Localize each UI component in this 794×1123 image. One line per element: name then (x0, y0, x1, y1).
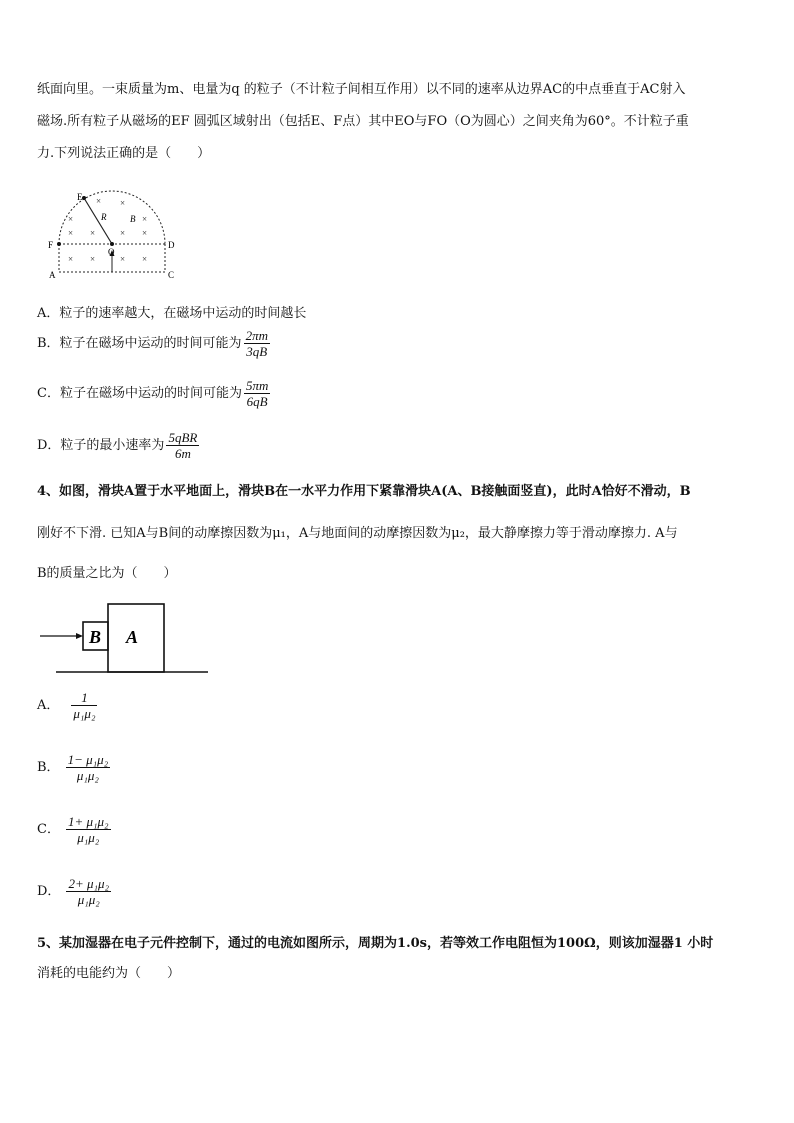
q4-option-c-fraction (66, 814, 111, 845)
q3-option-c-text: C．粒子在磁场中运动的时间可能为 (37, 386, 242, 401)
q4-text-line3: B的质量之比为（ ） (37, 566, 177, 581)
q3-option-a[interactable]: A．粒子的速率越大，在磁场中运动的时间越长 (37, 306, 307, 321)
q4-option-d[interactable] (37, 876, 113, 907)
fraction-numerator: 1− μ₁μ₂ (67, 752, 109, 767)
q3-option-d[interactable] (37, 430, 201, 461)
q4-option-d-label: D． (37, 884, 61, 899)
q5-text-line1: 5、某加湿器在电子元件控制下，通过的电流如图所示，周期为1.0s，若等效工作电阻恒为100Ω，则该加湿器1 小时 (37, 936, 714, 951)
fraction-numerator: 5πm (245, 378, 269, 393)
field-cross: × (68, 228, 74, 238)
q4-text-line2: 刚好不下滑. 已知A与B间的动摩擦因数为μ₁，A与地面间的动摩擦因数为μ₂，最大静摩擦力等于滑动摩擦力. A与 (37, 526, 678, 541)
label-E: E (77, 192, 83, 202)
fraction-numerator: 1+ μ₁μ₂ (67, 814, 109, 829)
q4-option-c[interactable] (37, 814, 113, 845)
field-cross: × (142, 228, 148, 238)
field-cross: × (90, 228, 96, 238)
fraction-denominator: 3qB (246, 344, 268, 359)
q3-text-line1: 纸面向里。一束质量为m、电量为q 的粒子（不计粒子间相互作用）以不同的速率从边界AC的中点垂直于AC射入 (37, 82, 686, 97)
q5-text-line2: 消耗的电能约为（ ） (37, 966, 181, 981)
q4-option-b-fraction (66, 752, 111, 783)
q3-text-line3: 力.下列说法正确的是（ ） (37, 146, 211, 161)
fraction-numerator: 2+ μ₁μ₂ (68, 876, 110, 891)
q4-text-line1: 4、如图，滑块A置于水平地面上，滑块B在一水平力作用下紧靠滑块A(A、B接触面竖直)，此时A恰好不滑动，B (37, 484, 691, 499)
q4-option-c-label: C． (37, 822, 60, 837)
q4-option-b-label: B． (37, 760, 60, 775)
field-cross: × (68, 214, 74, 224)
field-cross: × (142, 254, 148, 264)
q3-option-d-text: D．粒子的最小速率为 (37, 438, 165, 453)
field-cross: × (68, 254, 74, 264)
field-cross: × (96, 196, 102, 206)
q3-option-c-fraction (244, 378, 270, 409)
q4-option-b[interactable] (37, 752, 112, 783)
field-cross: × (142, 214, 148, 224)
q4-blocks-figure (38, 598, 213, 678)
q3-text-line2: 磁场.所有粒子从磁场的EF 圆弧区域射出（包括E、F点）其中EO与FO（O为圆心）之间夹角为60°。不计粒子重 (37, 114, 689, 129)
label-F: F (48, 240, 54, 250)
field-cross: × (120, 228, 126, 238)
semicircle-boundary (59, 191, 165, 244)
fraction-denominator: 6qB (246, 394, 268, 409)
q3-option-b-text: B．粒子在磁场中运动的时间可能为 (37, 336, 242, 351)
block-b-label: B (89, 627, 102, 647)
fraction-numerator: 5qBR (168, 430, 198, 445)
q3-option-c[interactable] (37, 378, 272, 409)
q3-option-d-fraction (166, 430, 199, 461)
fraction-numerator: 2πm (245, 328, 268, 343)
q4-option-a-label: A． (37, 698, 60, 713)
fraction-numerator: 1 (71, 690, 97, 706)
label-B: B (130, 214, 136, 224)
block-a-label: A (126, 627, 139, 647)
q4-option-a-fraction (71, 690, 97, 721)
q4-option-d-fraction (66, 876, 111, 907)
label-C: C (168, 270, 175, 280)
label-O: O (108, 247, 115, 257)
label-A: A (49, 270, 56, 280)
label-R: R (101, 212, 107, 222)
q4-option-a[interactable] (37, 690, 99, 721)
q3-option-b-fraction (244, 328, 270, 359)
fraction-denominator: μ₁μ₂ (77, 892, 100, 907)
field-cross: × (120, 254, 126, 264)
fraction-denominator: μ₁μ₂ (73, 706, 96, 721)
q3-option-b[interactable] (37, 328, 272, 359)
q3-magnetic-field-figure (44, 186, 184, 282)
field-cross: × (90, 254, 96, 264)
field-cross: × (120, 198, 126, 208)
fraction-denominator: 6m (174, 446, 191, 461)
fraction-denominator: μ₁μ₂ (77, 830, 100, 845)
label-D: D (168, 240, 175, 250)
fraction-denominator: μ₁μ₂ (76, 768, 99, 783)
